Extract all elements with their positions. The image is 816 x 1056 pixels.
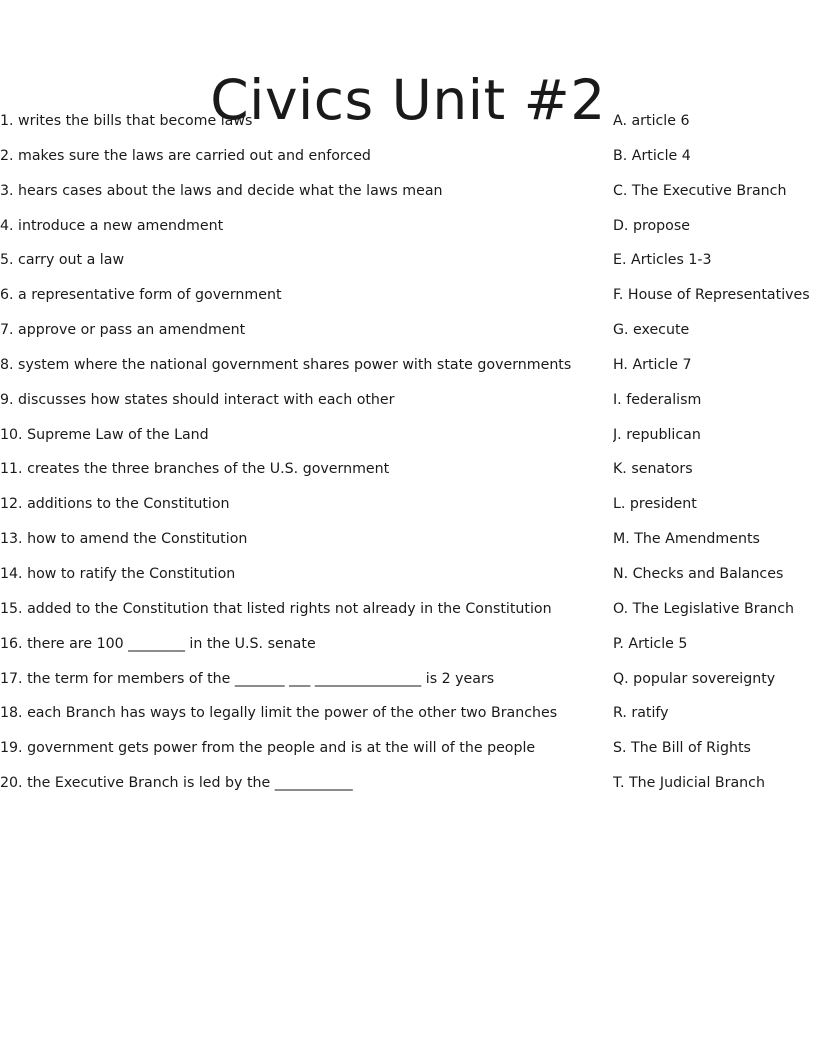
answer-item: F. House of Representatives <box>613 287 810 304</box>
answer-item: G. execute <box>613 322 690 339</box>
answer-item: N. Checks and Balances <box>613 565 784 582</box>
clue-item: 14. how to ratify the Constitution <box>0 565 236 582</box>
clue-item: 9. discusses how states should interact with each other <box>0 391 395 408</box>
answer-item: T. The Judicial Branch <box>613 775 765 792</box>
clue-item: 2. makes sure the laws are carried out and enforced <box>0 147 371 164</box>
clue-item: 19. government gets power from the people and is at the will of the people <box>0 740 536 757</box>
clue-list <box>0 111 600 808</box>
answer-item: K. senators <box>613 461 693 478</box>
clue-item: 15. added to the Constitution that listed rights not already in the Constitution <box>0 600 552 617</box>
clue-item: 10. Supreme Law of the Land <box>0 426 209 443</box>
clue-item: 6. a representative form of government <box>0 287 282 304</box>
answer-item: L. president <box>613 496 697 513</box>
answer-item: E. Articles 1-3 <box>613 252 712 269</box>
page-title: Civics Unit #2 <box>210 67 606 132</box>
answer-item: S. The Bill of Rights <box>613 740 751 757</box>
answer-item: Q. popular sovereignty <box>613 670 776 687</box>
answer-item: M. The Amendments <box>613 531 760 548</box>
answer-item: B. Article 4 <box>613 147 691 164</box>
clue-item: 11. creates the three branches of the U.S. government <box>0 461 390 478</box>
clue-item: 7. approve or pass an amendment <box>0 322 246 339</box>
clue-item: 18. each Branch has ways to legally limit the power of the other two Branches <box>0 705 558 722</box>
answer-item: A. article 6 <box>613 113 690 129</box>
answer-item: P. Article 5 <box>613 635 688 652</box>
clue-item: 8. system where the national government shares power with state governments <box>0 356 572 373</box>
clue-item: 16. there are 100 ________ in the U.S. senate <box>0 635 316 652</box>
answer-item: R. ratify <box>613 705 669 722</box>
clue-item: 13. how to amend the Constitution <box>0 531 248 548</box>
answer-item: D. propose <box>613 217 690 234</box>
answer-list <box>613 111 816 808</box>
clue-item: 5. carry out a law <box>0 252 125 269</box>
answer-item: H. Article 7 <box>613 356 692 373</box>
clue-item: 20. the Executive Branch is led by the ___________ <box>0 775 353 792</box>
clue-item: 17. the term for members of the _______ ___ _______________ is 2 years <box>0 670 495 687</box>
clue-item: 12. additions to the Constitution <box>0 496 230 513</box>
clue-item: 1. writes the bills that become laws <box>0 113 253 129</box>
answer-item: C. The Executive Branch <box>613 182 787 199</box>
answer-item: I. federalism <box>613 391 702 408</box>
clue-item: 3. hears cases about the laws and decide what the laws mean <box>0 182 443 199</box>
answer-item: O. The Legislative Branch <box>613 600 795 617</box>
answer-item: J. republican <box>613 426 701 443</box>
clue-item: 4. introduce a new amendment <box>0 217 224 234</box>
